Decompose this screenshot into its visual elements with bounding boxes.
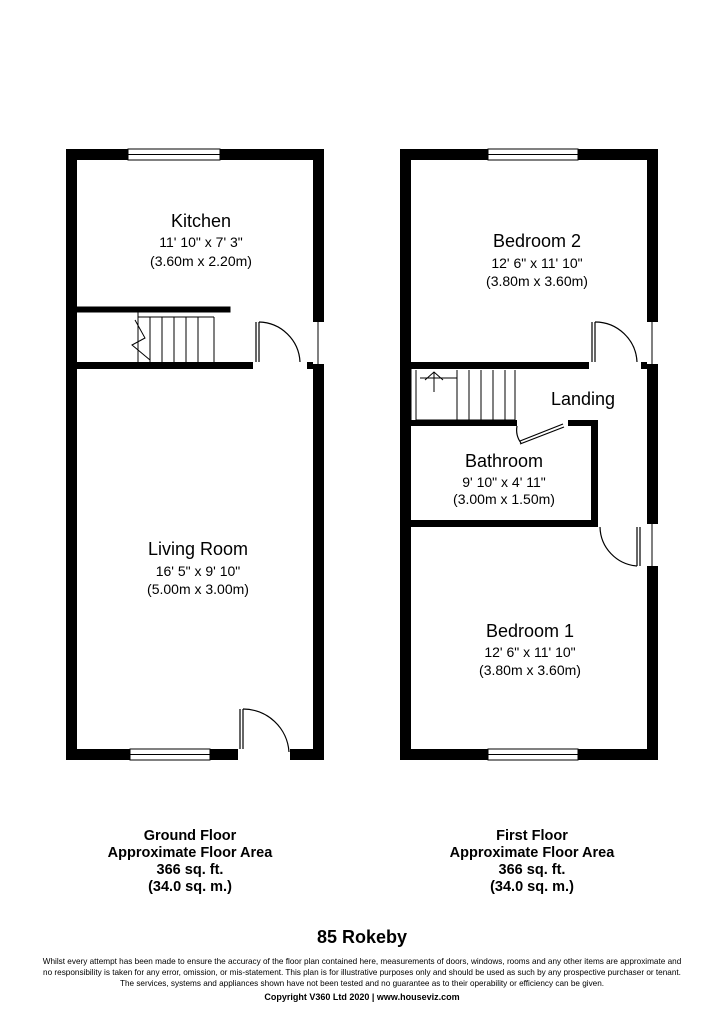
window-icon <box>128 149 220 160</box>
internal-wall <box>307 362 313 369</box>
internal-wall <box>77 362 253 369</box>
window-icon <box>488 749 578 760</box>
room-dim-metric-bedroom-1: (3.80m x 3.60m) <box>479 662 581 678</box>
room-dim-metric-bedroom-2: (3.80m x 3.60m) <box>486 273 588 289</box>
ground-floor-wall-bottom-right <box>290 749 324 760</box>
caption-area-label: Approximate Floor Area <box>107 845 273 861</box>
room-name-kitchen: Kitchen <box>170 211 232 231</box>
stairs-icon <box>411 368 515 420</box>
stairs-icon <box>77 307 230 362</box>
door-icon <box>517 424 564 444</box>
room-dim-metric-bathroom: (3.00m x 1.50m) <box>453 491 555 507</box>
caption-floor-name: Ground Floor <box>143 828 237 844</box>
ground-floor-wall-left <box>66 149 77 760</box>
window-icon <box>488 149 578 160</box>
door-icon <box>256 322 300 362</box>
bathroom-wall-right <box>591 420 598 527</box>
bathroom-wall-top-left <box>411 420 517 426</box>
internal-wall <box>411 362 589 369</box>
door-icon <box>592 322 637 362</box>
door-icon <box>600 527 640 566</box>
disclaimer-line: no responsibility is taken for any error, omission, or mis-statement. This plan is for illustrative purposes only and should be used as such by any prospective purchaser or tenant. <box>43 968 681 977</box>
door-icon <box>240 709 289 752</box>
room-dim-imperial-kitchen: 11' 10" x 7' 3" <box>159 234 243 250</box>
room-dim-imperial-bedroom-2: 12' 6" x 11' 10" <box>491 255 583 271</box>
room-dim-metric-living-room: (5.00m x 3.00m) <box>147 581 249 597</box>
caption-area-sqm: (34.0 sq. m.) <box>148 879 232 895</box>
ground-floor-wall-right <box>313 149 324 760</box>
room-name-bedroom-1: Bedroom 1 <box>485 621 575 641</box>
bathroom-wall-bottom <box>411 520 598 527</box>
room-dim-metric-kitchen: (3.60m x 2.20m) <box>150 253 252 269</box>
caption-area-sqft: 366 sq. ft. <box>156 862 224 878</box>
disclaimer <box>10 956 714 989</box>
room-dim-imperial-bathroom: 9' 10" x 4' 11" <box>462 474 546 490</box>
room-dim-imperial-bedroom-1: 12' 6" x 11' 10" <box>484 644 576 660</box>
window-icon <box>130 749 210 760</box>
caption-area-sqm: (34.0 sq. m.) <box>490 879 574 895</box>
caption-area-label: Approximate Floor Area <box>449 845 615 861</box>
first-floor-plan <box>400 149 658 760</box>
first-floor-caption <box>402 828 662 896</box>
room-name-bedroom-2: Bedroom 2 <box>492 231 582 251</box>
disclaimer-line: The services, systems and appliances shown have not been tested and no guarantee as to their operability or efficiency can be given. <box>119 979 605 988</box>
room-name-bathroom: Bathroom <box>464 451 544 471</box>
copyright: Copyright V360 Ltd 2020 | www.houseviz.com <box>264 992 460 1002</box>
room-dim-imperial-living-room: 16' 5" x 9' 10" <box>155 563 241 579</box>
disclaimer-line: Whilst every attempt has been made to ensure the accuracy of the floor plan contained here, measurements of doors, windows, rooms and any other items are approximate and <box>42 957 682 966</box>
caption-area-sqft: 366 sq. ft. <box>498 862 566 878</box>
ground-floor-plan <box>66 149 324 760</box>
ground-floor-caption <box>60 828 320 896</box>
room-name-living-room: Living Room <box>147 539 249 559</box>
first-floor-wall-right <box>647 149 658 760</box>
internal-wall <box>641 362 647 369</box>
first-floor-wall-left <box>400 149 411 760</box>
caption-floor-name: First Floor <box>496 828 568 844</box>
room-name-landing: Landing <box>550 389 616 409</box>
property-address: 85 Rokeby <box>316 927 408 947</box>
